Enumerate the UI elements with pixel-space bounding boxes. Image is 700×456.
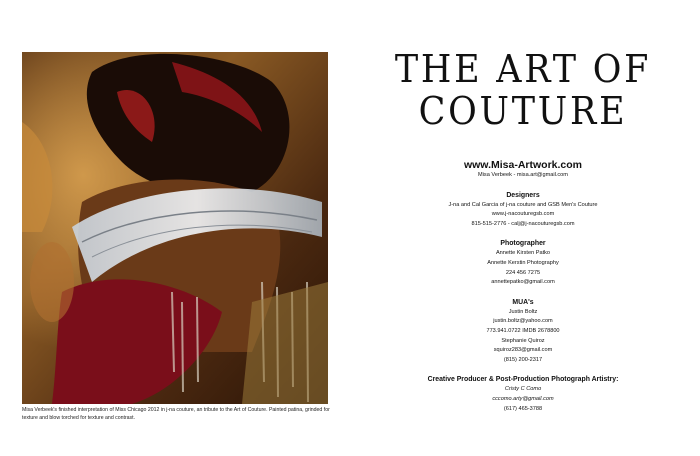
artist-contact: Misa Verbeek - misa.art@gmail.com	[478, 172, 568, 178]
mua-line: 773.941.0722 IMDB 2678800	[486, 327, 560, 334]
page-title	[391, 48, 654, 132]
mua-line: Stephanie Quiroz	[501, 337, 545, 344]
photographer-line: Annette Kirsten Patko	[495, 250, 551, 257]
producer-line: (617) 465-3788	[503, 405, 543, 412]
designers-heading: Designers	[506, 191, 540, 199]
designers-line[interactable]: www.j-nacouturegsb.com	[491, 211, 555, 218]
credits-column	[380, 48, 666, 414]
mua-heading: MUA's	[512, 298, 534, 306]
producer-section	[380, 375, 666, 414]
artwork-caption: Misa Verbeek's finished interpretation of Miss Chicago 2012 in j-na couture, an tribute to the Art of Couture. Painted patina, grinded for texture and blow torched for texture and contrast.	[22, 407, 330, 421]
artwork-painting	[22, 52, 328, 404]
producer-line: cccomo.arty@gmail.com	[492, 395, 554, 402]
photographer-heading: Photographer	[500, 240, 546, 248]
mua-line: (815) 200-2317	[503, 356, 543, 363]
producer-heading: Creative Producer & Post-Production Photograph Artistry:	[427, 376, 619, 384]
mua-section	[380, 298, 666, 366]
title-line-2: COUTURE	[418, 89, 628, 133]
title-line-1: THE ART OF	[394, 47, 652, 91]
designers-line: J-na and Cal Garcia of j-na couture and GSB Men's Couture	[448, 201, 598, 208]
mua-line: squiroz283@gmail.com	[493, 347, 553, 354]
designers-section	[380, 191, 666, 230]
photographer-line: annettepatko@gmail.com	[491, 279, 555, 286]
website-link[interactable]: www.Misa-Artwork.com	[463, 159, 583, 171]
producer-line: Cristy C Como	[504, 386, 542, 393]
photographer-line: Annette Kerstin Photography	[487, 259, 559, 266]
mua-line: Justin Boltz	[508, 308, 538, 315]
photographer-section	[380, 239, 666, 287]
mua-line: justin.boltz@yahoo.com	[493, 318, 553, 325]
photographer-line: 224 456 7275	[505, 269, 541, 276]
designers-line: 815-515-2776 - calj@j-nacouturegsb.com	[471, 220, 575, 227]
